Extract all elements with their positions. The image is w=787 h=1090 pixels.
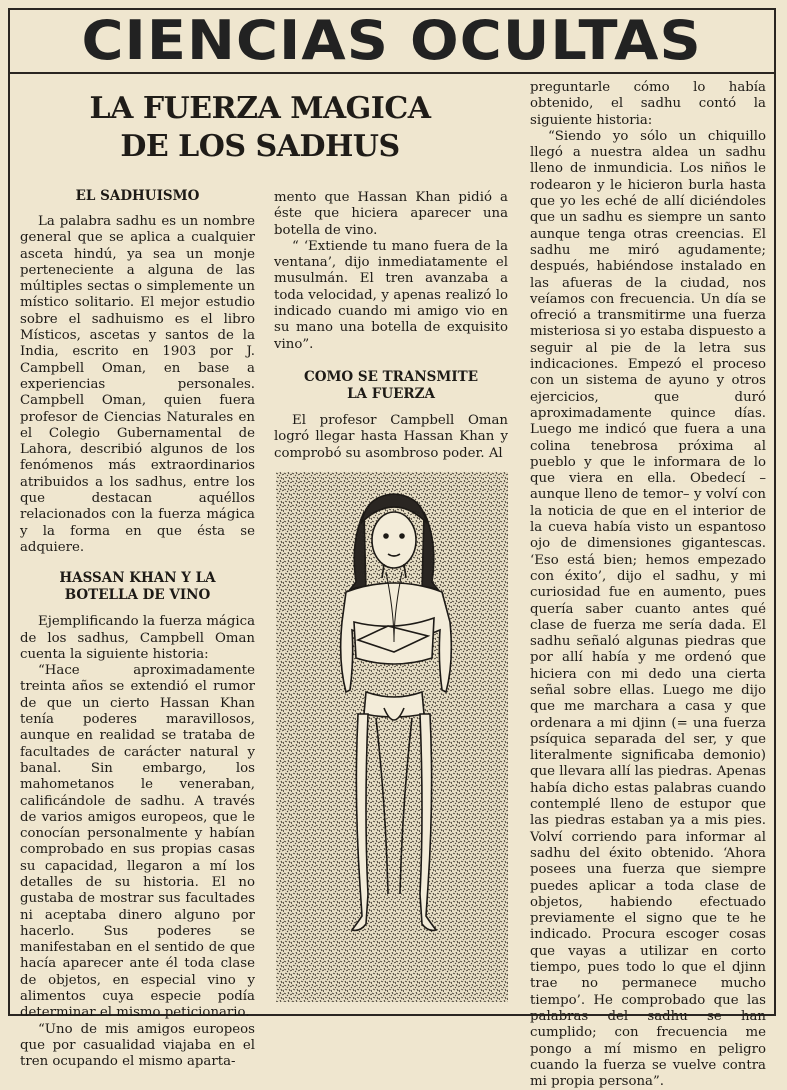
headline-line-1: LA FUERZA MAGICA bbox=[89, 91, 431, 126]
masthead bbox=[8, 8, 776, 74]
paragraph: El profesor Campbell Oman logró llegar hasta Hassan Khan y comprobó su asombroso poder. Al bbox=[274, 412, 508, 461]
column-3 bbox=[530, 80, 766, 1090]
paragraph: “Hace aproximadamente treinta años se extendió el rumor de que un cierto Hassan Khan tenía poderes maravillosos, aunque en realidad se trataba de facultades de carácter natural y banal. Sin embargo, los mahometanos le veneraban, calificándole de sadhu. A través de varios amigos europeos, que le conocían personalmente y habían comprobado en sus propias casas su capacidad, llegaron a mí los detalles de su historia. El no gustaba de mostrar sus facultades ni aceptaba dinero alguno por hacerlo. Sus poderes se manifestaban en el sentido de que hacía aparecer ante él toda clase de objetos, en especial vino y alimentos cuya especie podía determinar el mismo peticionario. bbox=[20, 663, 255, 1021]
subheading-hassan-2: BOTELLA DE VINO bbox=[64, 587, 211, 604]
paragraph: preguntarle cómo lo había obtenido, el sadhu contó la siguiente historia: bbox=[530, 80, 766, 128]
paragraph: La palabra sadhu es un nombre general que se aplica a cualquier asceta hindú, ya sea un monje perteneciente a alguna de las múltiples sectas o simplemente un místico solitario. El mejor estudio sobre el sadhuismo es el libro Místicos, ascetas y santos de la India, escrito en 1903 por J. Campbell Oman, en base a experiencias personales. Campbell Oman, quien fuera profesor de Ciencias Naturales en el Colegio Gubernamental de Lahora, describió algunos de los fenómenos más extraordinarios atribuidos a los sadhus, entre los que destacan aquéllos relacionados con la fuerza mágica y la forma en que ésta se adquiere. bbox=[20, 214, 255, 555]
subheading-hassan-1: HASSAN KHAN Y LA bbox=[59, 570, 216, 587]
column-1 bbox=[20, 188, 255, 1071]
article-headline bbox=[40, 90, 480, 166]
masthead-title: CIENCIAS OCULTAS bbox=[81, 8, 703, 72]
paragraph: “ ‘Extiende tu mano fuera de la ventana’, dijo inmediatamente el musulmán. El tren avanzaba a toda velocidad, y apenas realizó lo indicado cuando mi amigo vio en su mano una botella de exquisito vino”. bbox=[274, 238, 508, 352]
subheading-transmite-1: COMO SE TRANSMITE bbox=[303, 368, 479, 385]
subheading-sadhuismo: EL SADHUISMO bbox=[75, 188, 200, 204]
subheading-transmite-2: LA FUERZA bbox=[347, 385, 435, 402]
headline-line-2: DE LOS SADHUS bbox=[120, 129, 400, 164]
column-2 bbox=[274, 190, 508, 462]
paragraph: Ejemplificando la fuerza mágica de los sadhus, Campbell Oman cuenta la siguiente historia: bbox=[20, 614, 255, 662]
sadhu-illustration bbox=[276, 472, 508, 1002]
paragraph: “Siendo yo sólo un chiquillo llegó a nuestra aldea un sadhu lleno de inmundicia. Los niños le rodearon y le hicieron burla hasta que yo les eché de allí diciéndoles que un sadhu es siempre un santo aunque tenga otras creencias. El sadhu me miró agudamente; después, habiéndose instalado en las afueras de la ciudad, nos veíamos con frecuencia. Un día se ofreció a transmitirme una fuerza misteriosa si yo estaba dispuesto a seguir al pie de la letra sus indicaciones. Empezó el proceso con un sistema de ayuno y otros ejercicios, que duró aproximadamente quince días. Luego me indicó que fuera a una colina tenebrosa próxima al pueblo y que le informara de lo que viera en ella. Obedecí –aunque lleno de temor– y volví con la noticia de que en el interior de la cueva había visto un espantoso ojo de dimensiones gigantescas. ‘Eso está bien; hemos empezado con éxito’, dijo el sadhu, y mi curiosidad fue en aumento, pues quería saber cuanto antes qué clase de fuerza me sería dada. El sadhu señaló algunas piedras que por allí había y me ordenó que hiciera con mi dedo una cierta señal sobre ellas. Luego me dijo que me marchara a casa y que ordenara a mi djinn (= una fuerza psíquica separada del ser, y que literalmente significaba demonio) que llevara allí las piedras. Apenas había dicho estas palabras cuando contemplé lleno de estupor que las piedras estaban ya a mis pies. Volví corriendo para informar al sadhu del éxito obtenido. ‘Ahora posees una fuerza que siempre puedes aplicar a toda clase de objetos, habiendo efectuado previamente el signo que te he indicado. Procura escoger cosas que vayas a utilizar en corto tiempo, pues todo lo que el djinn trae no permanece mucho tiempo’. He comprobado que las palabras del sadhu se han cumplido; con frecuencia me pongo a mí mismo en peligro cuando la fuerza se vuelve contra mi propia persona”. bbox=[530, 128, 766, 1090]
paragraph: mento que Hassan Khan pidió a éste que hiciera aparecer una botella de vino. bbox=[274, 190, 508, 238]
paragraph: “Uno de mis amigos europeos que por casualidad viajaba en el tren ocupando el mismo aparta- bbox=[20, 1021, 255, 1070]
